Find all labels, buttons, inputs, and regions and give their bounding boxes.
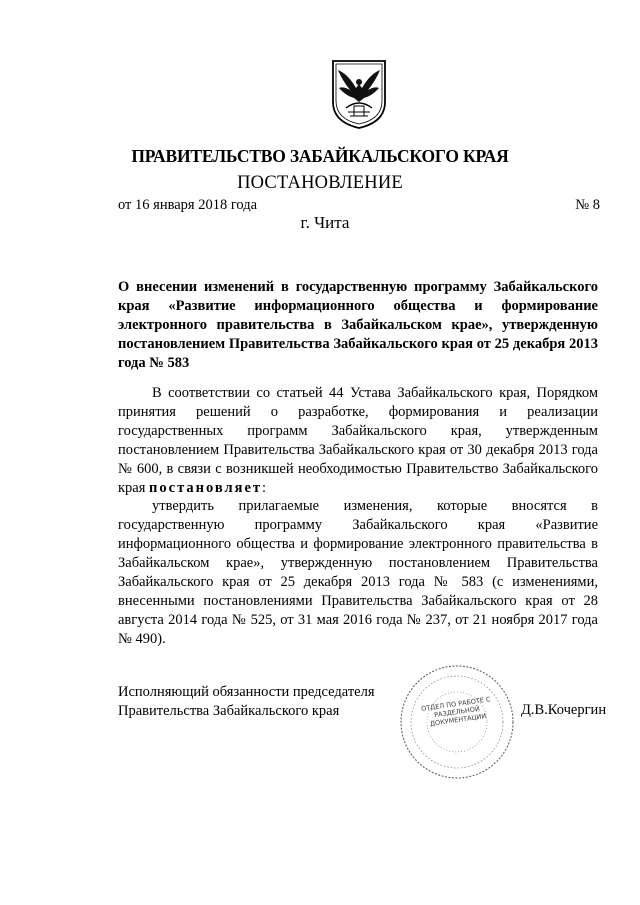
preamble-text: В соответствии со статьей 44 Устава Забайкальского края, Порядком принятия решений о разработке, формирования и реализации государственных программ Забайкальского края, утвержденным постановлением Правительства Забайкальского края от 30 декабря 2013 года № 600, в связи с возникшей необходимостью Правительство Забайкальского края (118, 385, 598, 496)
signatory-position-line-2: Правительства Забайкальского края (118, 703, 340, 719)
decree-word: постановляет (149, 480, 263, 496)
stamp-text: ОТДЕЛ ПО РАБОТЕ С РАЗДЕЛЬНОЙ ДОКУМЕНТАЦИИ (420, 695, 492, 728)
coat-of-arms-icon (330, 58, 388, 130)
signatory-position (118, 683, 375, 721)
official-stamp (397, 662, 517, 782)
resolution-paragraph: утвердить прилагаемые изменения, которые вносятся в государственную программу Забайкальского края «Развитие информационного общества и формирование электронного правительства в Забайкальском крае», утвержденную постановлением Правительства Забайкальского края от 25 декабря 2013 года № 583 (с изменениями, внесенными постановлениями Правительства Забайкальского края от 28 августа 2014 года № 525, от 31 мая 2016 года № 237, от 21 ноября 2017 года № 490). (118, 498, 598, 647)
government-title: ПРАВИТЕЛЬСТВО ЗАБАЙКАЛЬСКОГО КРАЯ (131, 146, 509, 166)
city-name: г. Чита (300, 213, 350, 232)
document-type: ПОСТАНОВЛЕНИЕ (237, 173, 403, 193)
preamble-paragraph (118, 384, 598, 498)
decree-colon: : (262, 480, 267, 496)
document-date: от 16 января 2018 года (118, 197, 258, 213)
signatory-position-line-1: Исполняющий обязанности председателя (118, 684, 375, 700)
signatory-name: Д.В.Кочергин (521, 702, 607, 718)
document-number: № 8 (575, 197, 600, 213)
document-subject: О внесении изменений в государственную программу Забайкальского края «Развитие информационного общества и формирование электронного правительства в Забайкальском крае», утвержденную постановлением Правительства Забайкальского края от 25 декабря 2013 года № 583 (118, 279, 598, 371)
